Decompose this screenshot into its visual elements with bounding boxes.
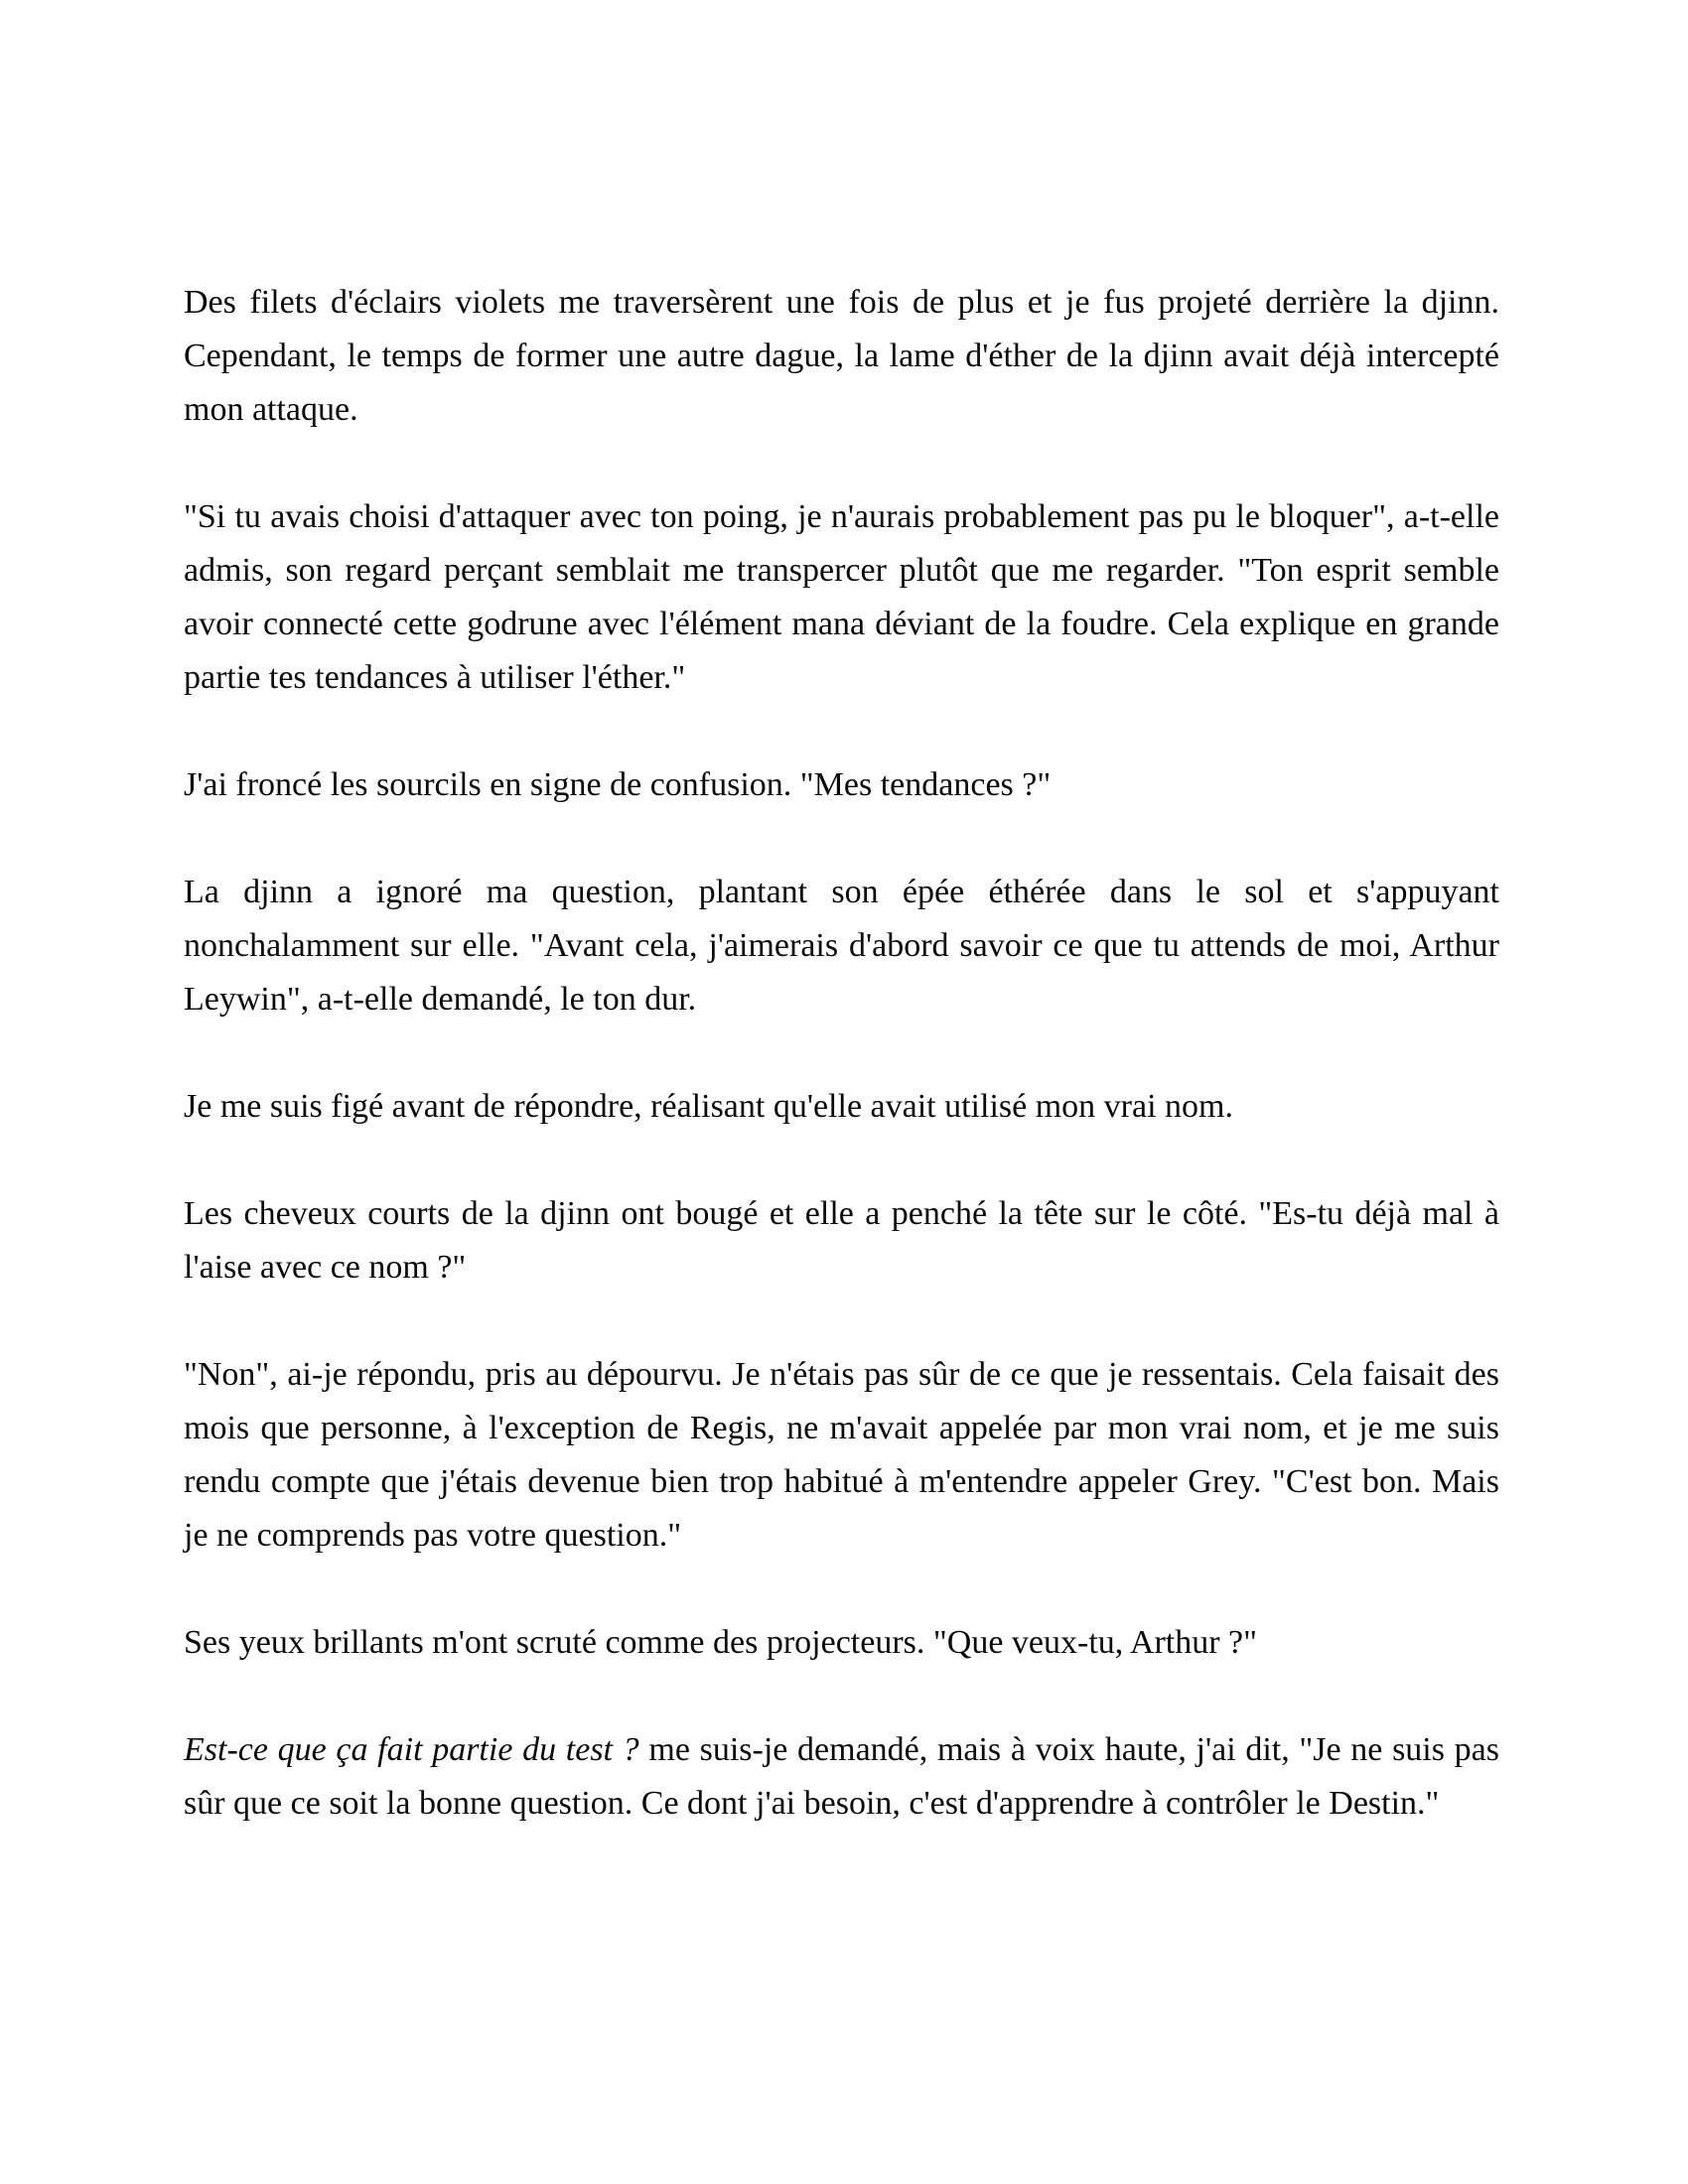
paragraph-1: Des filets d'éclairs violets me traversèrent une fois de plus et je fus projeté derrière la djinn. Cependant, le temps de former une autre dague, la lame d'éther de la djinn avait déjà intercepté mon attaque. — [184, 284, 1499, 428]
paragraph-5: Je me suis figé avant de répondre, réalisant qu'elle avait utilisé mon vrai nom. — [184, 1088, 1233, 1125]
paragraph-3: J'ai froncé les sourcils en signe de confusion. "Mes tendances ?" — [184, 766, 1052, 803]
paragraph-6: Les cheveux courts de la djinn ont bougé et elle a penché la tête sur le côté. "Es-tu déjà mal à l'aise avec ce nom ?" — [184, 1195, 1499, 1286]
paragraph-9 — [184, 1723, 1499, 1831]
paragraph-2: "Si tu avais choisi d'attaquer avec ton poing, je n'aurais probablement pas pu le bloquer", a-t-elle admis, son regard perçant semblait me transpercer plutôt que me regarder. "Ton esprit semble avoir connecté cette godrune avec l'élément mana déviant de la foudre. Cela explique en grande partie tes tendances à utiliser l'éther." — [184, 498, 1499, 696]
paragraph-7: "Non", ai-je répondu, pris au dépourvu. Je n'étais pas sûr de ce que je ressentais. Cela faisait des mois que personne, à l'exception de Regis, ne m'avait appelée par mon vrai nom, et je me suis rendu compte que j'étais devenue bien trop habitué à m'entendre appeler Grey. "C'est bon. Mais je ne comprends pas votre question." — [184, 1356, 1499, 1554]
inner-thought-italic: Est-ce que ça fait partie du test ? — [184, 1731, 639, 1768]
paragraph-8: Ses yeux brillants m'ont scruté comme des projecteurs. "Que veux-tu, Arthur ?" — [184, 1624, 1258, 1661]
paragraph-9-continuation: me suis-je demandé, mais à voix haute, j'ai dit, "Je ne suis pas sûr que ce soit la bonne question. Ce dont j'ai besoin, c'est d'apprendre à contrôler le Destin." — [184, 1731, 1499, 1822]
paragraph-4: La djinn a ignoré ma question, plantant son épée éthérée dans le sol et s'appuyant nonchalamment sur elle. "Avant cela, j'aimerais d'abord savoir ce que tu attends de moi, Arthur Leywin", a-t-elle demandé, le ton dur. — [184, 874, 1499, 1018]
